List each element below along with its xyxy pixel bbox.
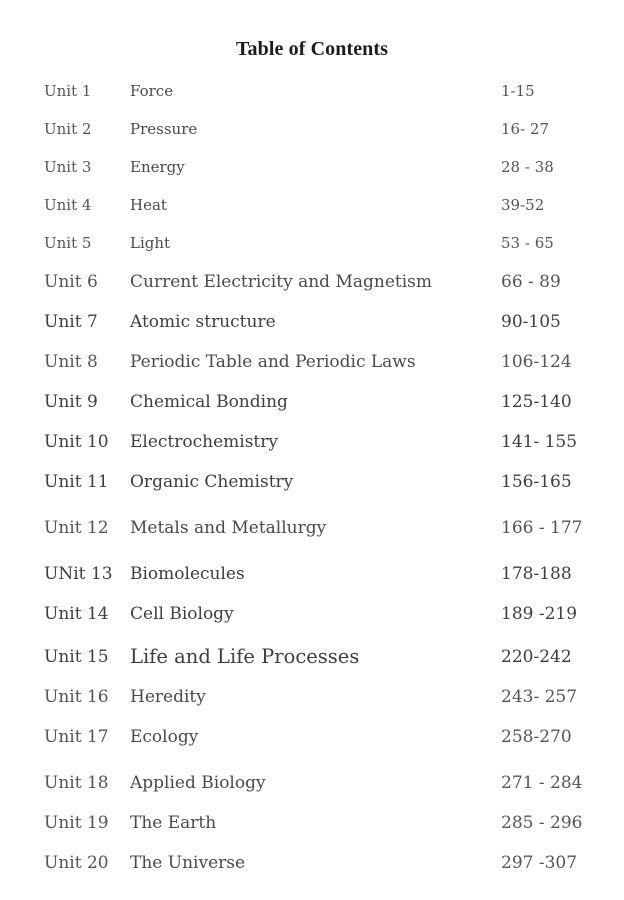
unit-number: Unit 11 [44, 472, 109, 492]
unit-topic: Heat [130, 196, 167, 214]
toc-entry-unit-17 [0, 723, 624, 751]
unit-number: Unit 8 [44, 352, 98, 372]
page-range: 156-165 [501, 472, 572, 492]
toc-entry-unit-2 [0, 115, 624, 143]
toc-entry-unit-7 [0, 308, 624, 336]
unit-topic: Life and Life Processes [130, 645, 360, 668]
unit-topic: Pressure [130, 120, 198, 138]
toc-entry-unit-12 [0, 514, 624, 542]
unit-number: Unit 12 [44, 518, 109, 538]
unit-topic: The Earth [130, 813, 217, 833]
unit-topic: Light [130, 234, 171, 252]
page-range: 297 -307 [501, 853, 578, 873]
unit-number: Unit 20 [44, 853, 109, 873]
toc-entry-unit-4 [0, 191, 624, 219]
unit-number: Unit 18 [44, 773, 109, 793]
page-range: 243- 257 [501, 687, 578, 707]
toc-entry-unit-11 [0, 468, 624, 496]
page-range: 189 -219 [501, 604, 578, 624]
toc-entry-unit-14 [0, 600, 624, 628]
page-range: 90-105 [501, 312, 561, 332]
unit-topic: Cell Biology [130, 604, 234, 624]
unit-number: Unit 9 [44, 392, 98, 412]
unit-number: Unit 14 [44, 604, 109, 624]
toc-entry-unit-15 [0, 643, 624, 671]
unit-number: Unit 3 [44, 158, 92, 176]
unit-number: Unit 15 [44, 647, 109, 667]
toc-entry-unit-8 [0, 348, 624, 376]
unit-topic: Organic Chemistry [130, 472, 294, 492]
page-range: 1-15 [501, 82, 535, 100]
toc-entry-unit-5 [0, 229, 624, 257]
page-range: 28 - 38 [501, 158, 554, 176]
unit-topic: Heredity [130, 687, 206, 707]
unit-number: Unit 10 [44, 432, 109, 452]
toc-entry-unit-1 [0, 77, 624, 105]
toc-entry-unit-13 [0, 560, 624, 588]
unit-topic: Force [130, 82, 174, 100]
unit-number: Unit 7 [44, 312, 98, 332]
page-range: 66 - 89 [501, 272, 561, 292]
unit-number: UNit 13 [44, 564, 113, 584]
toc-entry-unit-6 [0, 268, 624, 296]
toc-entry-unit-20 [0, 849, 624, 877]
unit-topic: Current Electricity and Magnetism [130, 272, 432, 292]
unit-number: Unit 5 [44, 234, 92, 252]
page-range: 271 - 284 [501, 773, 583, 793]
toc-entry-unit-19 [0, 809, 624, 837]
page-range: 39-52 [501, 196, 545, 214]
page-range: 125-140 [501, 392, 572, 412]
unit-topic: Applied Biology [130, 773, 266, 793]
unit-number: Unit 19 [44, 813, 109, 833]
toc-entry-unit-18 [0, 769, 624, 797]
unit-number: Unit 1 [44, 82, 92, 100]
unit-topic: Atomic structure [130, 312, 276, 332]
unit-number: Unit 17 [44, 727, 109, 747]
unit-topic: Periodic Table and Periodic Laws [130, 352, 416, 372]
unit-topic: Energy [130, 158, 185, 176]
page-title: Table of Contents [235, 38, 389, 60]
page-range: 220-242 [501, 647, 572, 667]
unit-topic: The Universe [130, 853, 246, 873]
page-range: 258-270 [501, 727, 572, 747]
toc-entry-unit-3 [0, 153, 624, 181]
page-range: 178-188 [501, 564, 572, 584]
page-range: 141- 155 [501, 432, 578, 452]
page-range: 53 - 65 [501, 234, 554, 252]
unit-topic: Biomolecules [130, 564, 245, 584]
page-range: 166 - 177 [501, 518, 583, 538]
page-range: 285 - 296 [501, 813, 583, 833]
unit-topic: Chemical Bonding [130, 392, 288, 412]
unit-topic: Metals and Metallurgy [130, 518, 327, 538]
toc-entry-unit-16 [0, 683, 624, 711]
unit-number: Unit 4 [44, 196, 92, 214]
page-range: 106-124 [501, 352, 572, 372]
unit-topic: Ecology [130, 727, 199, 747]
toc-entry-unit-9 [0, 388, 624, 416]
toc-entry-unit-10 [0, 428, 624, 456]
unit-topic: Electrochemistry [130, 432, 278, 452]
unit-number: Unit 6 [44, 272, 98, 292]
page-range: 16- 27 [501, 120, 550, 138]
unit-number: Unit 16 [44, 687, 109, 707]
unit-number: Unit 2 [44, 120, 92, 138]
